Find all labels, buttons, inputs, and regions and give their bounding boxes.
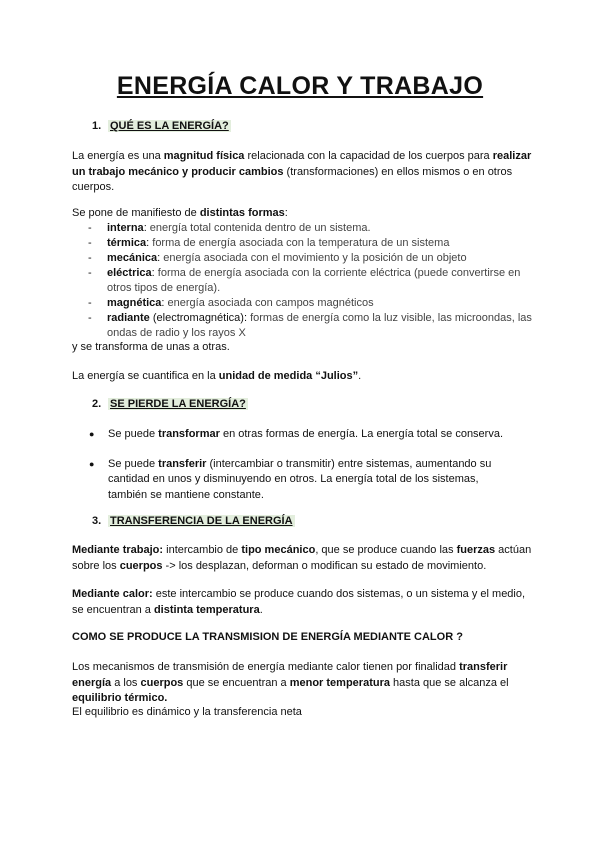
text: relacionada con la capacidad de los cuerpos para xyxy=(244,150,493,162)
bold-text: cuerpos xyxy=(119,559,163,572)
text: este intercambio se produce cuando dos sistemas, o un sistema y el medio, se encuentran a xyxy=(72,588,526,616)
paragraph-unit xyxy=(72,369,532,385)
term: eléctrica xyxy=(107,267,152,279)
text: : xyxy=(143,222,147,234)
text: La energía se cuantifica en la xyxy=(72,370,219,382)
text: (transformaciones) en ellos mismos o en otros cuerpos. xyxy=(72,165,513,193)
term: mecánica xyxy=(107,252,158,264)
description: forma de energía asociada con la corriente eléctrica (puede convertirse en otros tipos de energía). xyxy=(107,267,521,294)
text: que se encuentran a xyxy=(183,676,290,689)
section-heading-3 xyxy=(92,515,295,527)
list-item xyxy=(88,311,533,341)
text: La energía es una xyxy=(72,150,164,162)
text: Se puede xyxy=(108,457,159,470)
paragraph-forms-intro xyxy=(72,206,532,222)
text: -> los desplazan, deforman o modifican su estado de movimiento. xyxy=(162,559,487,572)
bold-text: equilibrio térmico. xyxy=(72,692,168,704)
text: intercambio de xyxy=(163,544,242,556)
text: : xyxy=(157,252,161,264)
text: . xyxy=(259,603,263,616)
bold-text: distintas formas xyxy=(199,207,285,219)
list-item xyxy=(88,236,533,251)
description: formas de energía como la luz visible, las microondas, las ondas de radio y los rayos X xyxy=(107,312,532,339)
section-number: 3. xyxy=(92,515,102,527)
bold-text: cuerpos xyxy=(140,676,184,689)
description: energía asociada con campos magnéticos xyxy=(164,297,374,309)
list-item xyxy=(88,266,533,296)
bold-text: transferir energía xyxy=(72,661,508,689)
bold-text: distinta temperatura xyxy=(153,603,260,616)
list-item xyxy=(88,457,518,504)
text: Se puede xyxy=(108,428,159,440)
energy-forms-list xyxy=(88,221,533,341)
text: : xyxy=(284,207,288,219)
list-item xyxy=(88,427,518,443)
paragraph-definition xyxy=(72,149,532,196)
text: a los xyxy=(111,676,141,689)
term: interna xyxy=(107,222,144,234)
paragraph-equilibrium: El equilibrio es dinámico y la transferencia neta xyxy=(72,706,302,718)
dash-marker: - xyxy=(88,267,92,279)
paragraph-mechanisms xyxy=(72,660,532,707)
text: actúan sobre los xyxy=(72,544,532,572)
list-item xyxy=(88,221,533,236)
text: , que se produce cuando las xyxy=(315,544,457,556)
bullet-marker: ● xyxy=(89,458,95,469)
bold-text: Mediante trabajo: xyxy=(72,544,164,556)
paragraph-work xyxy=(72,543,532,574)
bold-text: transferir xyxy=(158,457,207,470)
bold-text: magnitud física xyxy=(163,150,245,162)
document-title: ENERGÍA CALOR Y TRABAJO xyxy=(116,72,484,100)
bold-text: Mediante calor: xyxy=(72,588,153,600)
bold-text: menor temperatura xyxy=(289,676,390,689)
subheading-heat-transmission: COMO SE PRODUCE LA TRANSMISION DE ENERGÍA MEDIANTE CALOR ? xyxy=(72,631,463,643)
section-number: 2. xyxy=(92,398,102,410)
text: : xyxy=(161,297,165,309)
bold-text: fuerzas xyxy=(456,544,496,556)
text: (electromagnética): xyxy=(149,312,248,324)
description: energía asociada con el movimiento y la posición de un objeto xyxy=(160,252,467,264)
dash-marker: - xyxy=(88,237,92,249)
dash-marker: - xyxy=(88,222,92,234)
term: magnética xyxy=(107,297,162,309)
bold-text: unidad de medida “Julios” xyxy=(218,370,359,382)
section-heading-1 xyxy=(92,120,231,132)
list-item xyxy=(88,251,533,266)
section-label: TRANSFERENCIA DE LA ENERGÍA xyxy=(110,515,293,527)
text: hasta que se alcanza el xyxy=(389,676,509,689)
bold-text: tipo mecánico xyxy=(241,544,316,556)
term: radiante xyxy=(107,312,150,324)
text: . xyxy=(358,370,362,382)
paragraph-transforms: y se transforma de unas a otras. xyxy=(72,341,230,353)
bullet-marker: ● xyxy=(89,429,95,439)
text: Se pone de manifiesto de xyxy=(72,207,200,219)
bold-text: realizar un trabajo mecánico y producir cambios xyxy=(72,150,532,178)
text: : xyxy=(146,237,150,249)
list-item xyxy=(88,296,533,311)
dash-marker: - xyxy=(88,252,92,264)
paragraph-heat xyxy=(72,587,532,618)
section-label: SE PIERDE LA ENERGÍA? xyxy=(110,398,246,410)
section-label: QUÉ ES LA ENERGÍA? xyxy=(110,120,229,132)
description: forma de energía asociada con la temperatura de un sistema xyxy=(149,237,450,249)
bullet-list xyxy=(88,427,518,503)
dash-marker: - xyxy=(88,297,92,309)
text: Los mecanismos de transmisión de energía mediante calor tienen por finalidad xyxy=(72,661,460,673)
bold-text: transformar xyxy=(158,428,220,440)
text: (intercambiar o transmitir) entre sistemas, aumentando su cantidad en unos y disminuyendo en otros. La energía total de los sistemas, también se mantiene constante. xyxy=(108,457,492,501)
description: energía total contenida dentro de un sistema. xyxy=(146,222,371,234)
section-number: 1. xyxy=(92,120,102,132)
section-heading-2 xyxy=(92,398,248,410)
dash-marker: - xyxy=(88,312,92,324)
text: : xyxy=(151,267,155,279)
text: en otras formas de energía. La energía total se conserva. xyxy=(219,428,504,440)
term: térmica xyxy=(107,237,147,249)
